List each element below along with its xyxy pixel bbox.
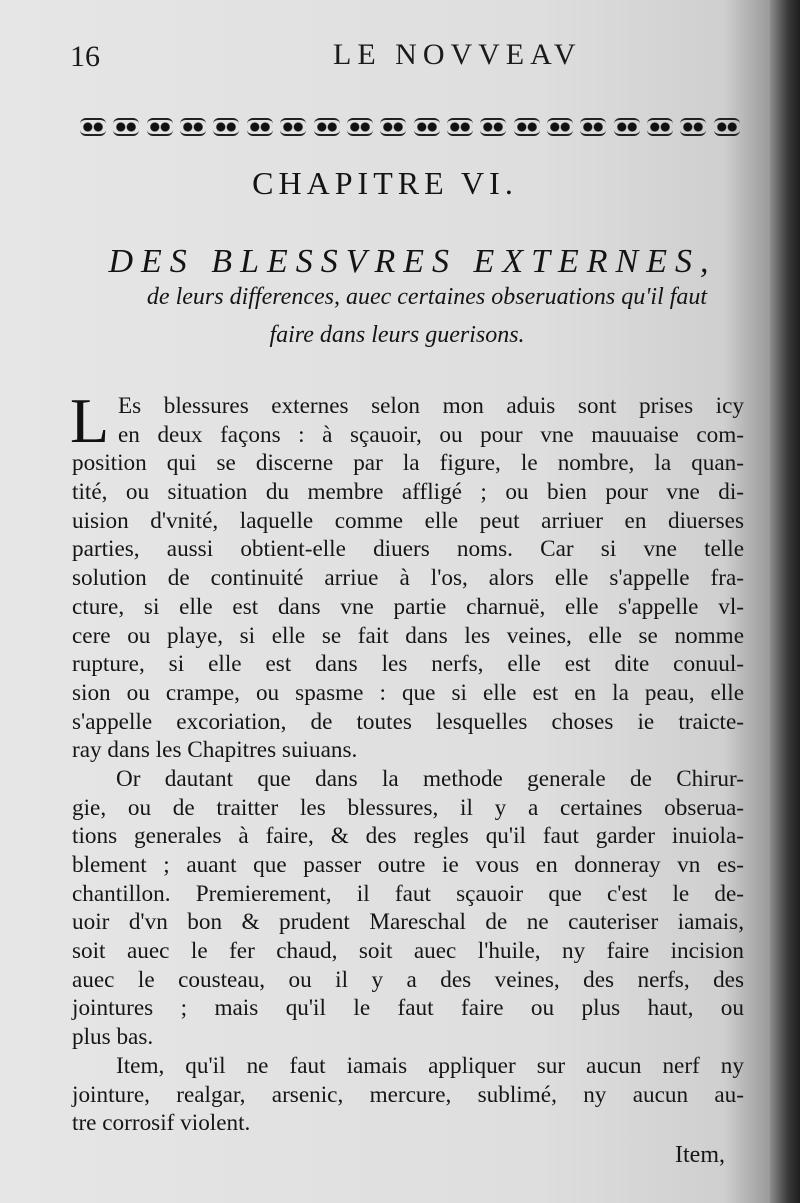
text-line: ray dans les Chapitres suiuans. xyxy=(72,737,358,764)
running-head xyxy=(70,38,750,78)
text-line: tité, ou situation du membre affligé ; ou bien pour vne di- xyxy=(72,479,744,506)
running-title: LE NOVVEAV xyxy=(333,38,582,71)
text-line: Item, qu'il ne faut iamais appliquer sur aucun nerf ny xyxy=(116,1052,744,1079)
fleuron xyxy=(280,118,306,136)
body-text xyxy=(70,385,744,1138)
text-line: en deux façons : à sçauoir, ou pour vne mauuaise com- xyxy=(118,421,744,448)
fleuron xyxy=(147,118,173,136)
fleuron xyxy=(480,118,506,136)
text-line: rupture, si elle est dans les nerfs, elle est dite conuul- xyxy=(72,651,744,678)
text-line: soit auec le fer chaud, soit auec l'huile, ny faire incision xyxy=(72,938,744,965)
page-edge-shadow xyxy=(770,0,800,1203)
fleuron xyxy=(314,118,340,136)
fleuron xyxy=(213,118,239,136)
fleuron xyxy=(714,118,740,136)
fleuron xyxy=(380,118,406,136)
fleuron xyxy=(647,118,673,136)
paragraph-1 xyxy=(70,385,744,765)
text-line: Or dautant que dans la methode generale de Chirur- xyxy=(116,765,744,792)
paragraph-3 xyxy=(72,1052,744,1138)
fleuron xyxy=(514,118,540,136)
text-line: tions generales à faire, & des regles qu'il faut garder inuiola- xyxy=(72,823,744,850)
text-line: uoir d'vn bon & prudent Mareschal de ne cauteriser iamais, xyxy=(72,909,744,936)
fleuron xyxy=(180,118,206,136)
text-line: jointures ; mais qu'il le faut faire ou plus haut, ou xyxy=(72,995,744,1022)
drop-cap: L xyxy=(70,385,110,456)
fleuron xyxy=(614,118,640,136)
text-line: cere ou playe, si elle se fait dans les veines, elle se nomme xyxy=(72,622,744,649)
text-line: uision d'vnité, laquelle comme elle peut arriuer en diuerses xyxy=(72,507,744,534)
fleuron xyxy=(680,118,706,136)
text-line: position qui se discerne par la figure, le nombre, la quan- xyxy=(72,450,744,477)
text-line: cture, si elle est dans vne partie charnuë, elle s'appelle vl- xyxy=(72,593,744,620)
paragraph-2 xyxy=(72,765,744,1052)
fleuron xyxy=(347,118,373,136)
text-line: chantillon. Premierement, il faut sçauoir que c'est le de- xyxy=(72,880,744,907)
text-line: solution de continuité arriue à l'os, alors elle s'appelle fra- xyxy=(72,565,744,592)
fleuron xyxy=(447,118,473,136)
text-line: s'appelle excoriation, de toutes lesquelles choses ie traicte- xyxy=(72,708,744,735)
text-line: parties, aussi obtient-elle diuers noms. Car si vne telle xyxy=(72,536,744,563)
chapter-title: DES BLESSVRES EXTERNES, xyxy=(108,243,717,280)
fleuron xyxy=(247,118,273,136)
fleuron xyxy=(580,118,606,136)
fleuron xyxy=(414,118,440,136)
catchword: Item, xyxy=(675,1142,725,1168)
text-line: gie, ou de traitter les blessures, il y a certaines obserua- xyxy=(72,794,744,821)
page-number: 16 xyxy=(70,40,100,73)
text-line: auec le cousteau, ou il y a des veines, des nerfs, des xyxy=(72,966,744,993)
text-line: sion ou crampe, ou spasme : que si elle est en la peau, elle xyxy=(72,679,744,706)
chapter-heading: CHAPITRE VI. xyxy=(252,165,518,201)
text-line: jointure, realgar, arsenic, mercure, sublimé, ny aucun au- xyxy=(72,1081,744,1108)
fleuron xyxy=(113,118,139,136)
text-line: blement ; auant que passer outre ie vous en donneray vn es- xyxy=(72,852,744,878)
ornamental-band xyxy=(80,116,740,138)
text-line: Es blessures externes selon mon aduis sont prises icy xyxy=(118,393,744,419)
text-line: plus bas. xyxy=(72,1024,154,1051)
fleuron xyxy=(547,118,573,136)
chapter-subtitle-line-1: de leurs differences, auec certaines obseruations qu'il faut xyxy=(146,284,708,310)
text-line: tre corrosif violent. xyxy=(72,1110,251,1137)
fleuron xyxy=(80,118,106,136)
chapter-subtitle-line-2: faire dans leurs guerisons. xyxy=(269,322,525,348)
